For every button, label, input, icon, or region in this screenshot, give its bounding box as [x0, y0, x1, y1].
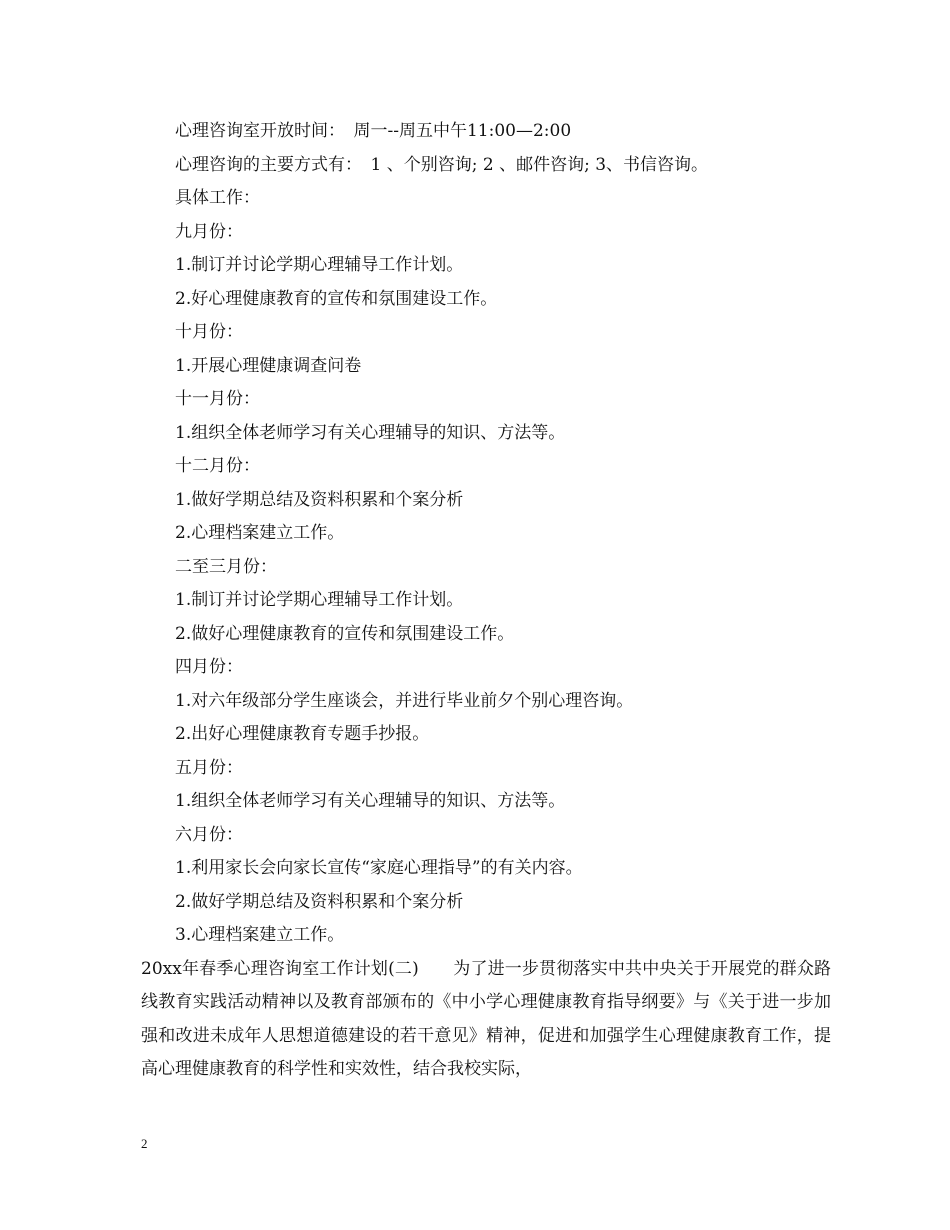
month-heading: 十二月份： — [175, 456, 260, 476]
list-item: 1.制订并讨论学期心理辅导工作计划。 — [175, 255, 464, 275]
list-item: 2.做好学期总结及资料积累和个案分析 — [175, 891, 464, 912]
text-line: 心理咨询室开放时间： 周一--周五中午11:00—2:00 — [175, 121, 572, 141]
month-heading: 十一月份： — [175, 389, 260, 409]
list-item: 1.利用家长会向家长宣传“家庭心理指导”的有关内容。 — [175, 858, 583, 878]
list-item: 1.开展心理健康调查问卷 — [175, 355, 362, 376]
list-item: 2.做好心理健康教育的宣传和氛围建设工作。 — [175, 623, 515, 644]
list-item: 2.出好心理健康教育专题手抄报。 — [175, 724, 430, 744]
month-heading: 十月份： — [175, 322, 243, 342]
list-item: 1.组织全体老师学习有关心理辅导的知识、方法等。 — [175, 422, 566, 443]
list-item: 1.组织全体老师学习有关心理辅导的知识、方法等。 — [175, 791, 566, 811]
month-heading: 二至三月份： — [175, 556, 277, 577]
body-paragraph: 20xx年春季心理咨询室工作计划(二) 为了进一步贯彻落实中共中央关于开展党的群众路线教育实践活动精神以及教育部颁布的《中小学心理健康教育指导纲要》与《关于进一步加强和改进未成年人思想道德建设的若干意见》精神，促进和加强学生心理健康教育工作，提高心理健康教育的科学性和实效性，结合我校实际， — [141, 958, 831, 1079]
month-heading: 六月份： — [175, 824, 243, 845]
section-heading: 具体工作： — [175, 188, 260, 208]
list-item: 2.心理档案建立工作。 — [175, 523, 345, 543]
list-item: 1.制订并讨论学期心理辅导工作计划。 — [175, 590, 464, 610]
month-heading: 五月份： — [175, 757, 243, 778]
list-item: 1.做好学期总结及资料积累和个案分析 — [175, 489, 464, 510]
page-number: 2 — [141, 1136, 148, 1151]
list-item: 1.对六年级部分学生座谈会，并进行毕业前夕个别心理咨询。 — [175, 690, 634, 711]
list-item: 3.心理档案建立工作。 — [175, 925, 345, 945]
list-item: 2.好心理健康教育的宣传和氛围建设工作。 — [175, 288, 498, 309]
month-heading: 四月份： — [175, 657, 243, 677]
month-heading: 九月份： — [175, 221, 243, 242]
text-line: 心理咨询的主要方式有： 1 、个别咨询; 2 、邮件咨询; 3、书信咨询。 — [175, 154, 709, 175]
document-body — [141, 115, 831, 1087]
